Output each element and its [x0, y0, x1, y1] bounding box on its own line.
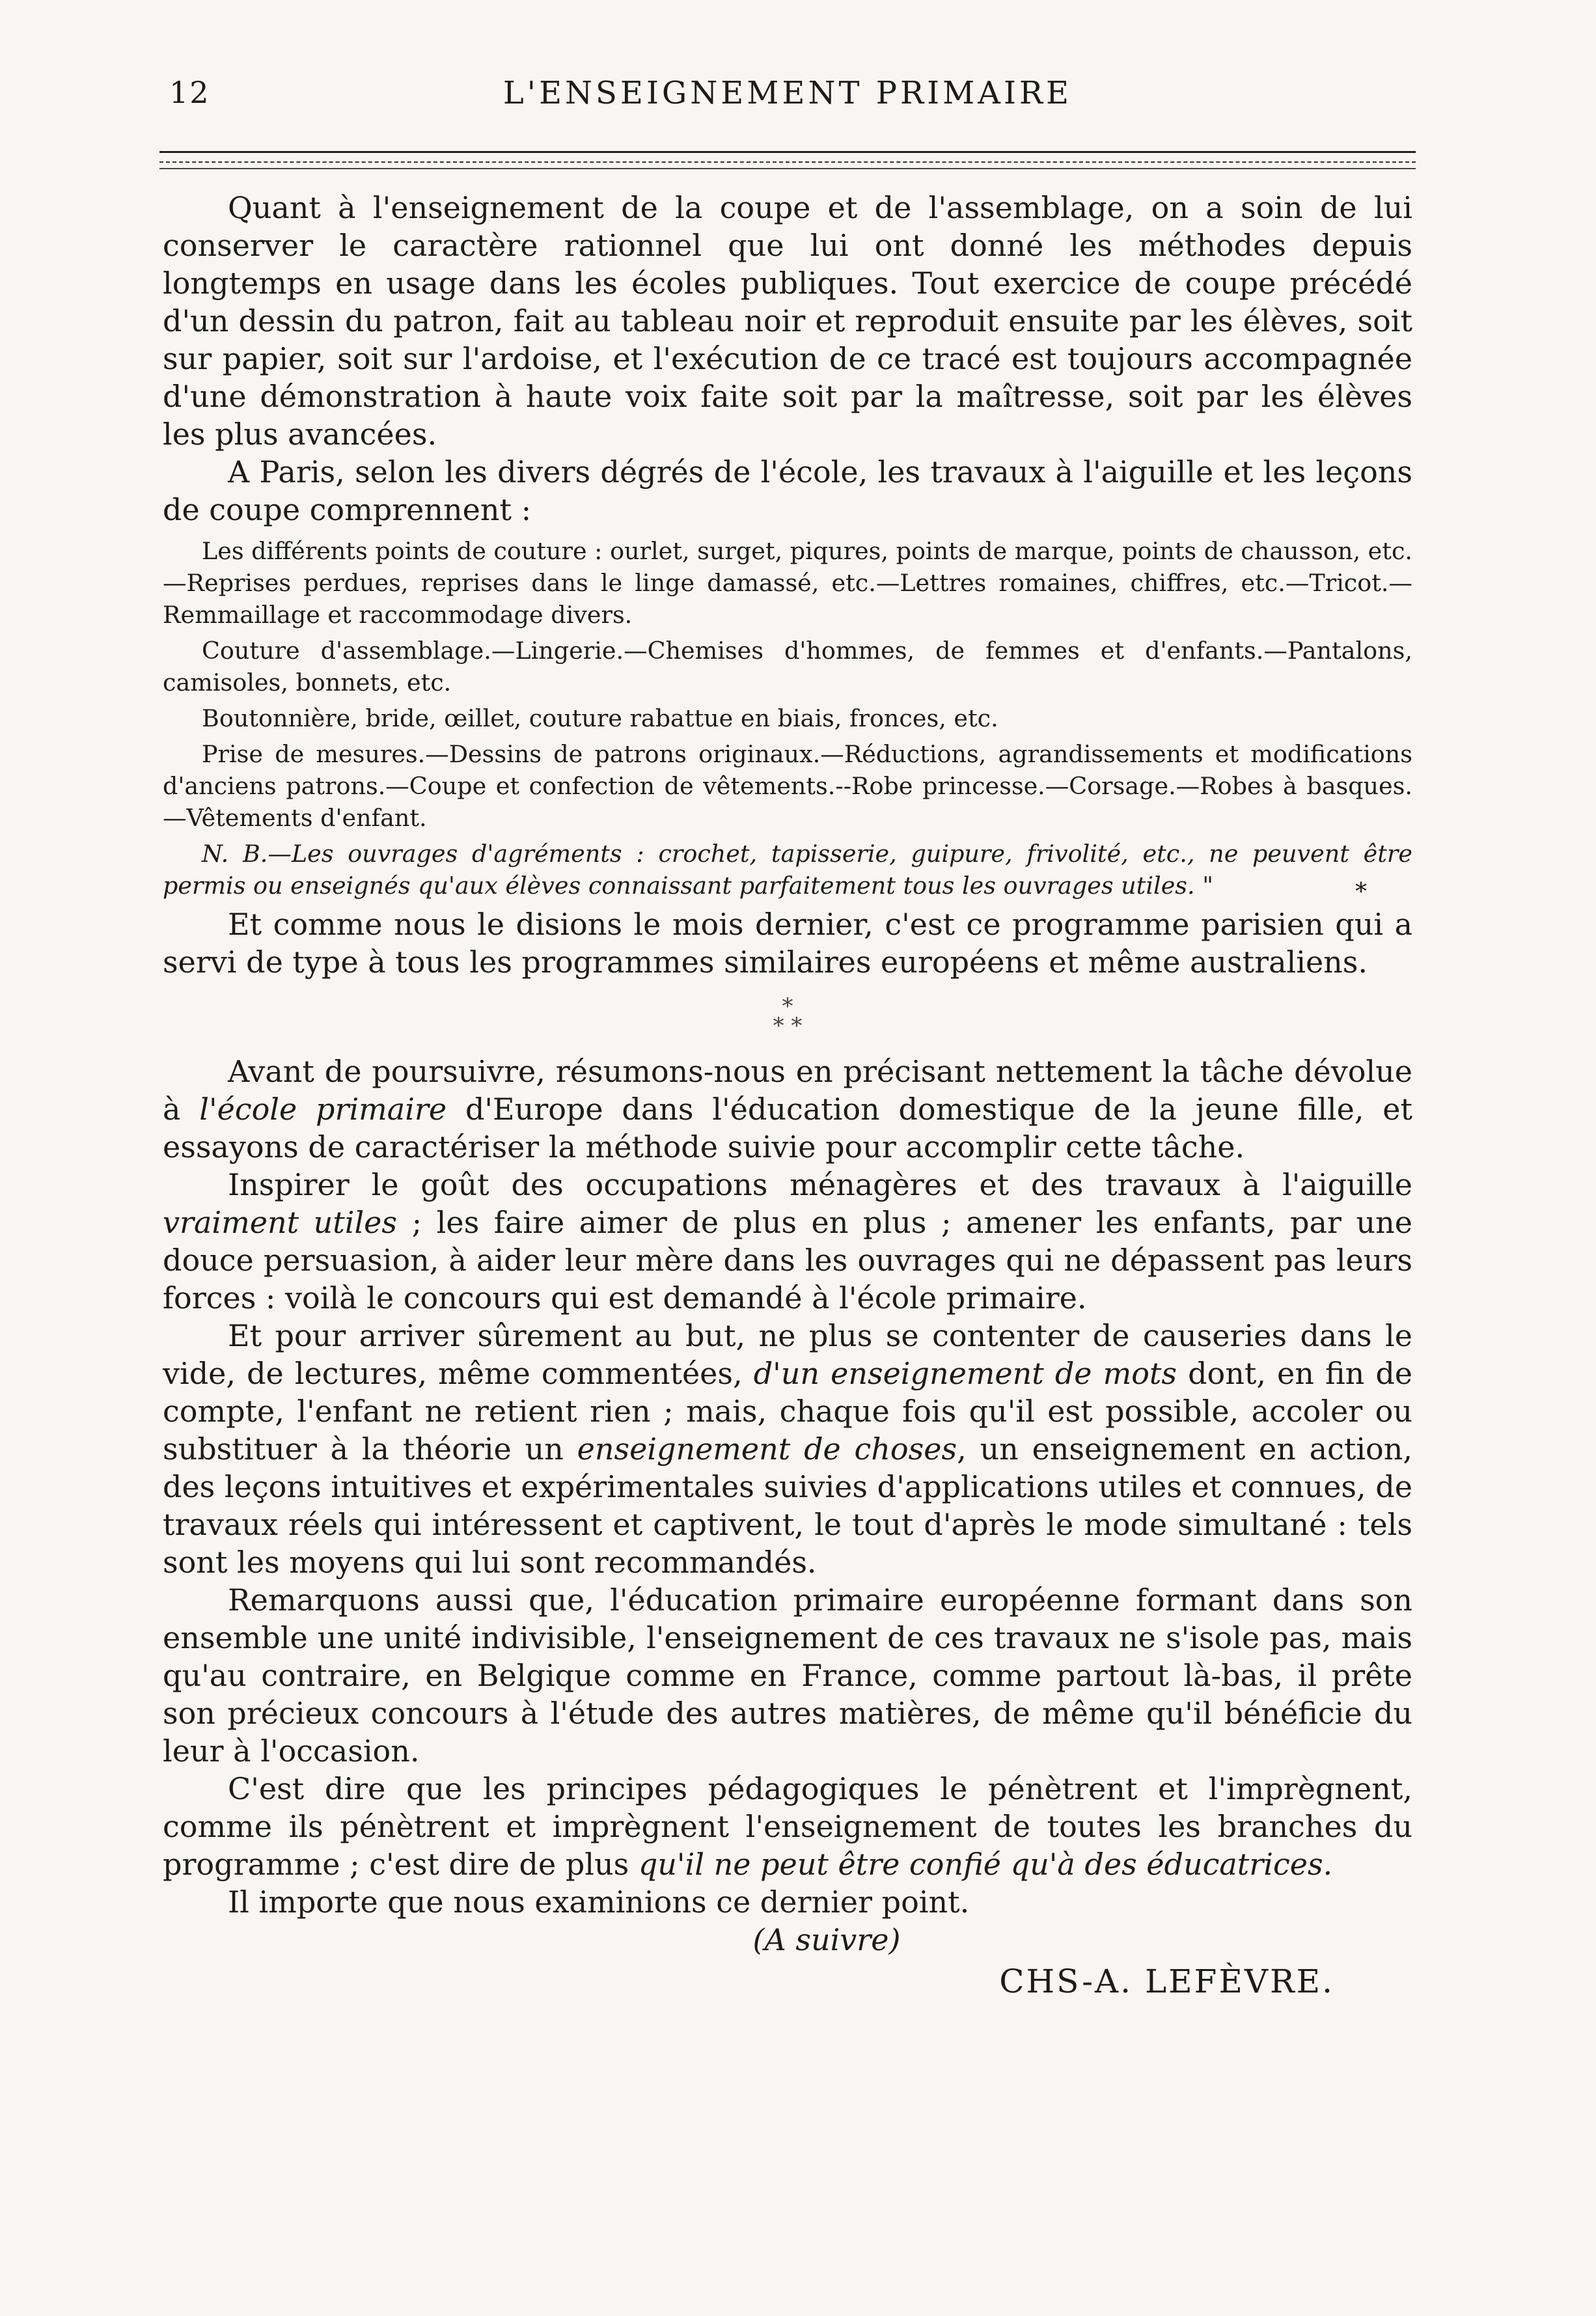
paragraph-importe: Il importe que nous examinions ce dernier point.	[228, 1884, 970, 1920]
asterism-bottom: * *	[773, 1013, 803, 1039]
paragraph-principes: C'est dire que les principes pédagogiques le pénètrent et l'imprègnent, comme ils pénètrent et imprègnent l'enseignement de toutes les branches du programme ; c'est dire de plus qu'il ne peut être confié qu'à des éducatrices.	[163, 1771, 1412, 1882]
page-header	[169, 75, 1406, 127]
paragraph-resume: Avant de poursuivre, résumons-nous en précisant nettement la tâche dévolue à l'école primaire d'Europe dans l'éducation domestique de la jeune fille, et essayons de caractériser la méthode suivie pour accomplir cette tâche.	[163, 1054, 1413, 1165]
list-item: Les différents points de couture : ourlet, surget, piqures, points de marque, points de chausson, etc.—Reprises perdues, reprises dans le linge damassé, etc.—Lettres romaines, chiffres, etc.—Tricot.—Remmaillage et raccommodage divers.	[163, 537, 1412, 629]
paragraph-coupe: Quant à l'enseignement de la coupe et de l'assemblage, on a soin de lui conserver le caractère rationnel que lui ont donné les méthodes depuis longtemps en usage dans les écoles publiques. Tout exercice de coupe précédé d'un dessin du patron, fait au tableau noir et reproduit ensuite par les élèves, soit sur papier, soit sur l'ardoise, et l'exécution de ce tracé est toujours accompagnée d'une démonstration à haute voix faite soit par la maîtresse, soit par les élèves les plus avancées.	[163, 190, 1412, 452]
page-number: 12	[169, 75, 210, 110]
list-item: Boutonnière, bride, œillet, couture rabattue en biais, fronces, etc.	[202, 704, 998, 732]
list-item: Prise de mesures.—Dessins de patrons originaux.—Réductions, agrandissements et modifications d'anciens patrons.—Coupe et confection de vêtements.--Robe princesse.—Corsage.—Robes à basques.—Vêtements d'enfant.	[163, 740, 1412, 832]
author-signature: CHS-A. LEFÈVRE.	[999, 1963, 1334, 2000]
header-rule	[159, 151, 1416, 153]
running-title: L'ENSEIGNEMENT PRIMAIRE	[502, 75, 1073, 111]
paragraph-paris: A Paris, selon les divers dégrés de l'école, les travaux à l'aiguille et les leçons de coupe comprennent :	[163, 454, 1412, 527]
list-item: Couture d'assemblage.—Lingerie.—Chemises d'hommes, de femmes et d'enfants.—Pantalons, camisoles, bonnets, etc.	[163, 637, 1412, 696]
footnote-star: *	[1355, 879, 1367, 905]
to-be-continued: (A suivre)	[752, 1922, 901, 1957]
paragraph-remarquons: Remarquons aussi que, l'éducation primaire européenne formant dans son ensemble une unité indivisible, l'enseignement de ces travaux ne s'isole pas, mais qu'au contraire, en Belgique comme en France, comme partout là-bas, il prête son précieux concours à l'étude des autres matières, de même qu'il bénéficie du leur à l'occasion.	[163, 1582, 1412, 1769]
asterism-top: *	[782, 993, 793, 1019]
article-body	[163, 189, 1412, 2000]
paragraph-methode: Et pour arriver sûrement au but, ne plus se contenter de causeries dans le vide, de lectures, même commentées, d'un enseignement de mots dont, en fin de compte, l'enfant ne retient rien ; mais, chaque fois qu'il est possible, accoler ou substituer à la théorie un enseignement de choses, un enseignement en action, des leçons intuitives et expérimentales suivies d'applications utiles et connues, de travaux réels qui intéressent et captivent, le tout d'après le mode simultané : tels sont les moyens qui lui sont recommandés.	[163, 1318, 1413, 1580]
header-rule-dashed	[159, 161, 1416, 163]
nota-bene: N. B.—Les ouvrages d'agréments : crochet, tapisserie, guipure, frivolité, etc., ne peuvent être permis ou enseignés qu'aux élèves connaissant parfaitement tous les ouvrages utiles. "	[163, 840, 1412, 900]
paragraph-inspirer: Inspirer le goût des occupations ménagères et des travaux à l'aiguille vraiment utiles ; les faire aimer de plus en plus ; amener les enfants, par une douce persuasion, à aider leur mère dans les ouvrages qui ne dépassent pas leurs forces : voilà le concours qui est demandé à l'école primaire.	[163, 1167, 1412, 1316]
asterism-separator	[163, 993, 1412, 1039]
header-rule-thin	[159, 168, 1416, 169]
paragraph-programme: Et comme nous le disions le mois dernier, c'est ce programme parisien qui a servi de type à tous les programmes similaires européens et même australiens.	[163, 907, 1412, 980]
